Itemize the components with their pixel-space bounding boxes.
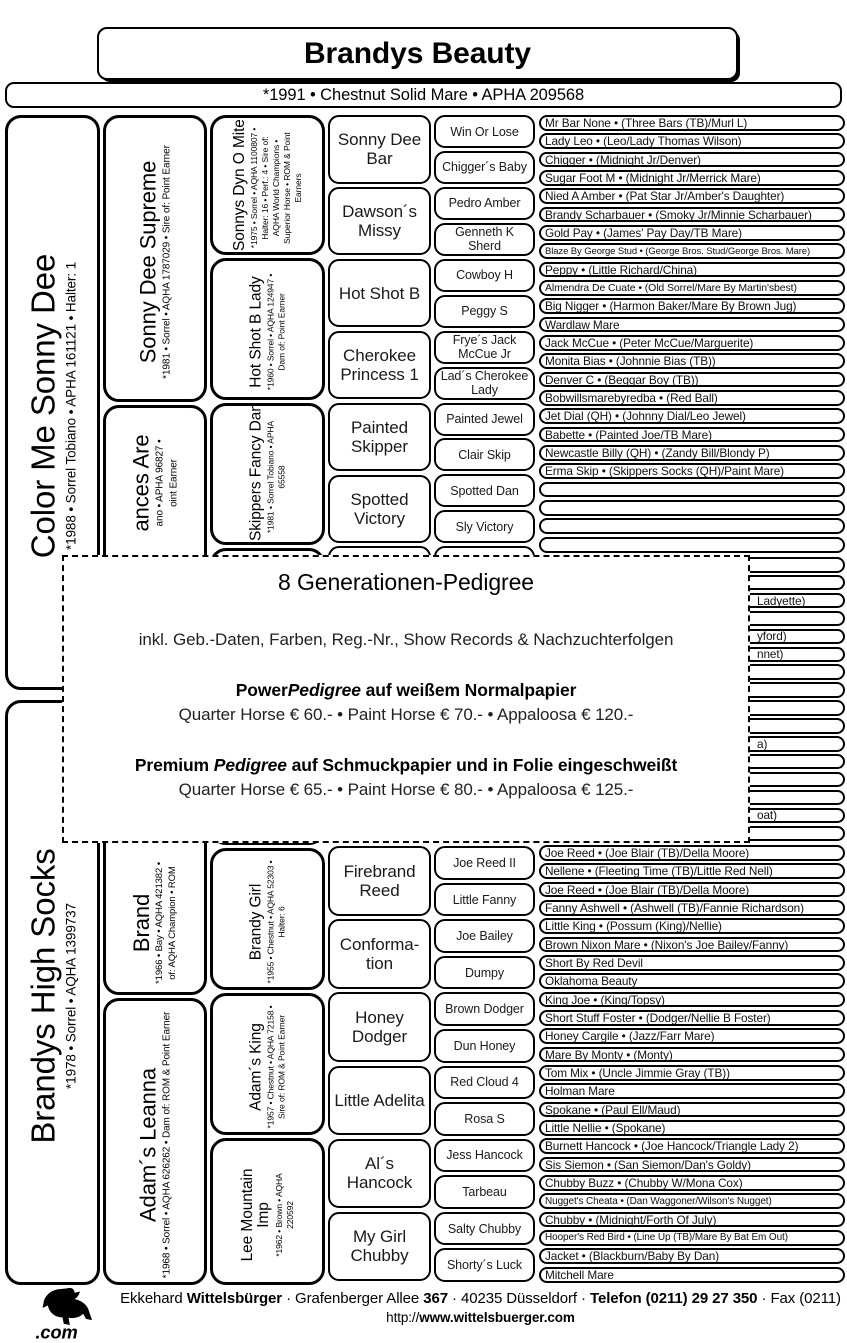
footer-seg: · 40235 Düsseldorf · [447, 1290, 590, 1307]
horse-lineage-text: Mitchell Mare [545, 1267, 614, 1282]
logo-com-text: .com [35, 1321, 78, 1342]
horse-lineage-text: Wardlaw Mare [545, 317, 620, 332]
pedigree-row [539, 1157, 845, 1173]
pedigree-row [539, 298, 845, 314]
horse-lineage-text: Jacket • (Blackburn/Baby By Dan) [545, 1249, 720, 1264]
gen5-dam-13 [434, 1175, 535, 1209]
horse-name: Painted Skipper [351, 417, 408, 456]
gen5-dam-5 [434, 883, 535, 917]
horse-info: *1981 • Sorrel • AQHA 1787029 • Sire of: Point Earner [161, 144, 173, 379]
horse-info: *1968 • Sorrel • AQHA 626262 • Dam of: ROM & Point Earner [161, 1011, 173, 1278]
pedigree-row [539, 243, 845, 259]
pedigree-row [539, 1193, 845, 1209]
pedigree-row [539, 1267, 845, 1283]
pedigree-row [539, 1083, 845, 1099]
gen4-sire-1 [328, 187, 431, 256]
pedigree-row [539, 900, 845, 916]
horse-lineage-text: Short Stuff Foster • (Dodger/Nellie B Foster) [545, 1010, 771, 1025]
horse-rider-icon [26, 1286, 118, 1342]
pedigree-row [539, 1028, 845, 1044]
gen5-dam-7 [434, 956, 535, 990]
horse-name: Adam´s Leanna [135, 1067, 161, 1222]
pedigree-row [539, 1065, 845, 1081]
pedigree-box-hot-shot-b-lady [210, 258, 325, 400]
pedigree-box-lee-mountain-imp [210, 1138, 325, 1285]
horse-name: Chigger´s Baby [442, 160, 527, 175]
subject-info: *1991 • Chestnut Solid Mare • APHA 209568 [262, 85, 585, 104]
gen5-dam-6 [434, 919, 535, 953]
horse-lineage-text: Honey Cargile • (Jazz/Farr Mare) [545, 1029, 715, 1044]
gen4-dam-4 [328, 992, 431, 1062]
gen5-sire-6 [434, 331, 535, 364]
horse-lineage-text: Ladyette) [757, 593, 806, 608]
gen5-dam-14 [434, 1212, 535, 1246]
horse-name: Hot Shot B Lady [246, 276, 264, 388]
horse-lineage-text: Erma Skip • (Skippers Socks (QH)/Paint Mare) [545, 464, 785, 479]
pedigree-row [539, 845, 845, 861]
gen5-dam-9 [434, 1029, 535, 1063]
pedigree-box-adams-king [210, 993, 325, 1135]
page-title: Brandys Beauty [303, 36, 531, 70]
pedigree-row [539, 1248, 845, 1264]
pedigree-row [539, 882, 845, 898]
horse-name: Hot Shot B [338, 283, 421, 303]
horse-name: Color Me Sonny Dee [23, 253, 61, 558]
horse-info: *1975 • Sorrel • AQHA 1100807 • Halter: 16 • Perf.: 4 • Sire of: AQHA World Champions • Superior Horse • ROM & Point Earners [248, 127, 303, 249]
gen4-sire-4 [328, 403, 431, 472]
horse-name: Salty Chubby [447, 1221, 522, 1236]
pedigree-row [539, 937, 845, 953]
gen5-sire-9 [434, 438, 535, 471]
gen5-sire-7 [434, 367, 535, 400]
horse-info: *1988 • Sorrel Tobiano • APHA 161121 • Halter: 1 [62, 261, 78, 550]
premium-prefix: Premium [134, 755, 214, 775]
horse-lineage-text: Oklahoma Beauty [545, 974, 638, 989]
gen5-dam-8 [434, 992, 535, 1026]
horse-info: *1981 • Sorrel Tobiano • APHA 65558 [265, 420, 287, 534]
horse-name: ances Are [128, 434, 154, 532]
pedigree-row [539, 207, 845, 223]
horse-lineage-text: Tom Mix • (Uncle Jimmie Gray (TB)) [545, 1065, 730, 1080]
gen5-dam-4 [434, 846, 535, 880]
gen4-sire-0 [328, 115, 431, 184]
footer-seg: · Fax (0211) [757, 1290, 841, 1307]
footer-seg: 367 [423, 1290, 448, 1307]
horse-name: Rosa S [464, 1111, 505, 1126]
advert-premium-line [64, 755, 748, 776]
horse-lineage-text: Sis Siemon • (San Siemon/Dan's Goldy) [545, 1157, 751, 1172]
horse-name: Frye´s Jack McCue Jr [452, 333, 517, 362]
horse-lineage-text: Gold Pay • (James' Pay Day/TB Mare) [545, 225, 742, 240]
advert-features: inkl. Geb.-Daten, Farben, Reg.-Nr., Show Records & Nachzuchterfolgen [138, 630, 674, 649]
footer-seg: Wittelsbürger [186, 1290, 282, 1307]
horse-lineage-text: Monita Bias • (Johnnie Bias (TB)) [545, 354, 716, 369]
horse-lineage-text: Hooper's Red Bird • (Line Up (TB)/Mare By Bat Em Out) [545, 1232, 788, 1244]
footer-address-line [118, 1290, 843, 1307]
horse-info: of: AQHA Champion • ROM [167, 866, 179, 980]
horse-name: My Girl Chubby [350, 1227, 409, 1266]
pedigree-row [539, 335, 845, 351]
advert-power-prices: Quarter Horse € 60.- • Paint Horse € 70.- • Appaloosa € 120.- [178, 705, 634, 724]
horse-name: Pedro Amber [448, 196, 521, 211]
power-rest: auf weißem Normalpapier [360, 680, 577, 700]
horse-lineage-text: Mare By Monty • (Monty) [545, 1047, 673, 1062]
footer-seg: Ekkehard [120, 1290, 187, 1307]
gen5-sire-8 [434, 403, 535, 436]
pedigree-row [539, 482, 845, 498]
power-prefix: Power [235, 680, 288, 700]
horse-name: Firebrand Reed [343, 861, 416, 900]
horse-lineage-text: Jet Dial (QH) • (Johnny Dial/Leo Jewel) [545, 409, 746, 424]
pedigree-row [539, 317, 845, 333]
pedigree-row [539, 973, 845, 989]
pedigree-row [539, 262, 845, 278]
horse-info: *1960 • Sorrel • AQHA 124947 • Dam of: Point Earner [265, 273, 287, 391]
horse-lineage-text: Lady Leo • (Leo/Lady Thomas Wilson) [545, 134, 742, 149]
horse-lineage-text: nnet) [757, 647, 784, 662]
horse-lineage-text: Bobwillsmarebyredba • (Red Ball) [545, 390, 718, 405]
horse-lineage-text: yford) [757, 629, 787, 644]
gen5-sire-1 [434, 151, 535, 184]
pedigree-row [539, 918, 845, 934]
pedigree-row [539, 427, 845, 443]
advert-overlay [62, 555, 750, 843]
horse-lineage-text: Spokane • (Paul Ell/Maud) [545, 1102, 681, 1117]
horse-name: Dumpy [464, 965, 505, 980]
horse-lineage-text: Chigger • (Midnight Jr/Denver) [545, 152, 701, 167]
gen5-dam-10 [434, 1066, 535, 1100]
horse-name: Joe Reed II [453, 855, 516, 870]
gen5-sire-11 [434, 510, 535, 543]
footer [0, 1286, 847, 1343]
gen4-sire-5 [328, 475, 431, 544]
footer-seg: Telefon (0211) 29 27 350 [590, 1290, 758, 1307]
pedigree-row [539, 500, 845, 516]
gen4-dam-5 [328, 1066, 431, 1136]
horse-lineage-text: Nugget's Cheata • (Dan Waggoner/Wilson's Nugget) [545, 1195, 772, 1207]
footer-seg: · Grafenberger Allee [282, 1290, 424, 1307]
horse-name: Dawson´s Missy [342, 202, 417, 241]
pedigree-row [539, 1120, 845, 1136]
gen5-dam-15 [434, 1248, 535, 1282]
horse-lineage-text: Little Nellie • (Spokane) [545, 1120, 666, 1135]
premium-rest: auf Schmuckpapier und in Folie eingeschweißt [286, 755, 678, 775]
horse-lineage-text: Holman Mare [545, 1084, 615, 1099]
horse-lineage-text: Almendra De Cuate • (Old Sorrel/Mare By Martin'sbest) [545, 281, 797, 294]
horse-name: Dun Honey [453, 1038, 516, 1053]
horse-name: Al´s Hancock [346, 1154, 413, 1193]
footer-text [118, 1290, 843, 1325]
horse-lineage-text: Brandy Scharbauer • (Smoky Jr/Minnie Scharbauer) [545, 207, 812, 222]
horse-name: Sonnys Dyn O Mite [230, 119, 248, 251]
horse-info: oint Earner [168, 459, 180, 507]
pedigree-row [539, 1102, 845, 1118]
pedigree-row [539, 992, 845, 1008]
horse-name: Skippers Fancy Dan [246, 403, 264, 541]
horse-name: Lee Mountain Imp [238, 1168, 272, 1261]
gen5-sire-5 [434, 295, 535, 328]
horse-name: Cowboy H [456, 268, 513, 283]
pedigree-row [539, 1212, 845, 1228]
pedigree-row [539, 1230, 845, 1246]
pedigree-row [539, 115, 845, 131]
pedigree-row [539, 170, 845, 186]
horse-info: ano • APHA 96827 • [154, 439, 166, 527]
pedigree-row [539, 863, 845, 879]
pedigree-box-brandy-girl [210, 848, 325, 990]
pedigree-box-sonny-dee-supreme [103, 115, 207, 402]
gen4-dam-7 [328, 1212, 431, 1282]
pedigree-box-skippers-fancy-dan [210, 403, 325, 545]
horse-name: Conforma-tion [339, 935, 420, 974]
horse-name: Red Cloud 4 [450, 1075, 519, 1090]
horse-lineage-text: Big Nigger • (Harmon Baker/Mare By Brown Jug) [545, 299, 797, 314]
gen4-sire-2 [328, 259, 431, 328]
horse-lineage-text: Burnett Hancock • (Joe Hancock/Triangle Lady 2) [545, 1139, 799, 1154]
horse-lineage-text: Nied A Amber • (Pat Star Jr/Amber's Daughter) [545, 189, 785, 204]
horse-lineage-text: Joe Reed • (Joe Blair (TB)/Della Moore) [545, 882, 750, 897]
horse-info: *1978 • Sorrel • AQHA 1399737 [62, 902, 78, 1089]
pedigree-row [539, 390, 845, 406]
pedigree-row [539, 518, 845, 534]
pedigree-row [539, 408, 845, 424]
advert-title: 8 Generationen-Pedigree [278, 569, 534, 595]
pedigree-box-sonnys-dyn-o-mite [210, 115, 325, 255]
gen4-sire-3 [328, 331, 431, 400]
horse-lineage-text: Short By Red Devil [545, 955, 643, 970]
gen5-sire-3 [434, 223, 535, 256]
horse-info: *1955 • Chestnut • AQHA 52303 • Halter: 6 [265, 860, 287, 984]
pedigree-row [539, 188, 845, 204]
horse-lineage-text: Denver C • (Beggar Boy (TB)) [545, 372, 699, 387]
horse-lineage-text: Joe Reed • (Joe Blair (TB)/Della Moore) [545, 845, 750, 860]
horse-name: Genneth K Sherd [455, 225, 514, 254]
pedigree-row [539, 280, 845, 296]
premium-product: Pedigree [213, 755, 287, 775]
footer-url-prefix: http:// [386, 1310, 420, 1325]
pedigree-row [539, 955, 845, 971]
horse-lineage-text: Chubby Buzz • (Chubby W/Mona Cox) [545, 1175, 743, 1190]
pedigree-row [539, 1175, 845, 1191]
pedigree-row [539, 445, 845, 461]
horse-name: Tarbeau [462, 1185, 507, 1200]
horse-info: *1966 • Bay • AQHA 421382 • [154, 862, 166, 984]
pedigree-row [539, 353, 845, 369]
pedigree-row [539, 463, 845, 479]
footer-url-line [118, 1310, 843, 1325]
pedigree-row [539, 152, 845, 168]
horse-lineage-text: King Joe • (King/Topsy) [545, 992, 665, 1007]
horse-lineage-text: Little King • (Possum (King)/Nellie) [545, 919, 722, 934]
horse-lineage-text: Chubby • (Midnight/Forth Of July) [545, 1212, 717, 1227]
pedigree-row [539, 1010, 845, 1026]
horse-name: Little Fanny [452, 892, 517, 907]
horse-info: *1957 • Chestnut • AQHA 72158 • Sire of: ROM & Point Earner [265, 1005, 287, 1129]
gen4-dam-6 [328, 1139, 431, 1209]
horse-name: Spotted Victory [350, 489, 409, 528]
horse-lineage-text: Peppy • (Little Richard/China) [545, 262, 697, 277]
horse-name: Jess Hancock [446, 1148, 523, 1163]
horse-name: Brandy Girl [246, 883, 264, 961]
horse-lineage-text: Brown Nixon Mare • (Nixon's Joe Bailey/Fanny) [545, 937, 789, 952]
horse-lineage-text: Fanny Ashwell • (Ashwell (TB)/Fannie Richardson) [545, 900, 804, 915]
horse-name: Lad´s Cherokee Lady [440, 369, 529, 398]
horse-name: Brandys High Socks [23, 847, 61, 1144]
horse-lineage-text: Jack McCue • (Peter McCue/Marguerite) [545, 335, 754, 350]
horse-name: Brand [129, 893, 155, 953]
horse-info: *1962 • Brown • AQHA 220592 [273, 1172, 295, 1257]
horse-name: Spotted Dan [450, 483, 519, 498]
gen5-sire-2 [434, 187, 535, 220]
power-product: Pedigree [287, 680, 361, 700]
advert-power-line [64, 680, 748, 701]
horse-lineage-text: Newcastle Billy (QH) • (Zandy Bill/Blondy P) [545, 445, 770, 460]
horse-name: Little Adelita [334, 1090, 425, 1110]
horse-lineage-text: Mr Bar None • (Three Bars (TB)/Murl L) [545, 115, 748, 130]
gen4-dam-3 [328, 919, 431, 989]
gen5-sire-10 [434, 474, 535, 507]
horse-lineage-text: a) [757, 736, 768, 751]
pedigree-row [539, 225, 845, 241]
horse-name: Honey Dodger [351, 1008, 408, 1047]
pedigree-row [539, 1047, 845, 1063]
horse-name: Sly Victory [455, 519, 514, 534]
pedigree-box-adams-leanna [103, 998, 207, 1285]
horse-name: Win Or Lose [450, 124, 519, 139]
horse-lineage-text: oat) [757, 808, 777, 823]
horse-name: Brown Dodger [445, 1002, 524, 1017]
pedigree-row [539, 1138, 845, 1154]
horse-name: Clair Skip [458, 447, 511, 462]
gen4-dam-2 [328, 846, 431, 916]
footer-url: www.wittelsbuerger.com [419, 1310, 575, 1325]
horse-lineage-text: Blaze By George Stud • (George Bros. Stud/George Bros. Mare) [545, 245, 811, 257]
gen5-dam-12 [434, 1139, 535, 1173]
gen5-dam-11 [434, 1102, 535, 1136]
horse-lineage-text: Sugar Foot M • (Midnight Jr/Merrick Mare) [545, 170, 761, 185]
advert-premium-prices: Quarter Horse € 65.- • Paint Horse € 80.- • Appaloosa € 125.- [178, 780, 634, 799]
horse-name: Adam´s King [246, 1023, 264, 1111]
pedigree-row [539, 133, 845, 149]
horse-name: Painted Jewel [446, 412, 523, 427]
horse-name: Joe Bailey [456, 929, 513, 944]
horse-name: Peggy S [461, 304, 508, 319]
pedigree-row [539, 537, 845, 553]
horse-name: Sonny Dee Supreme [135, 160, 161, 363]
pedigree-row [539, 372, 845, 388]
horse-lineage-text: Babette • (Painted Joe/TB Mare) [545, 427, 712, 442]
horse-name: Cherokee Princess 1 [340, 345, 419, 384]
horse-name: Shorty´s Luck [446, 1258, 523, 1273]
horse-lineage-text: Nellene • (Fleeting Time (TB)/Little Red Nell) [545, 864, 773, 879]
horse-name: Sonny Dee Bar [337, 130, 422, 169]
gen5-sire-0 [434, 115, 535, 148]
gen5-sire-4 [434, 259, 535, 292]
